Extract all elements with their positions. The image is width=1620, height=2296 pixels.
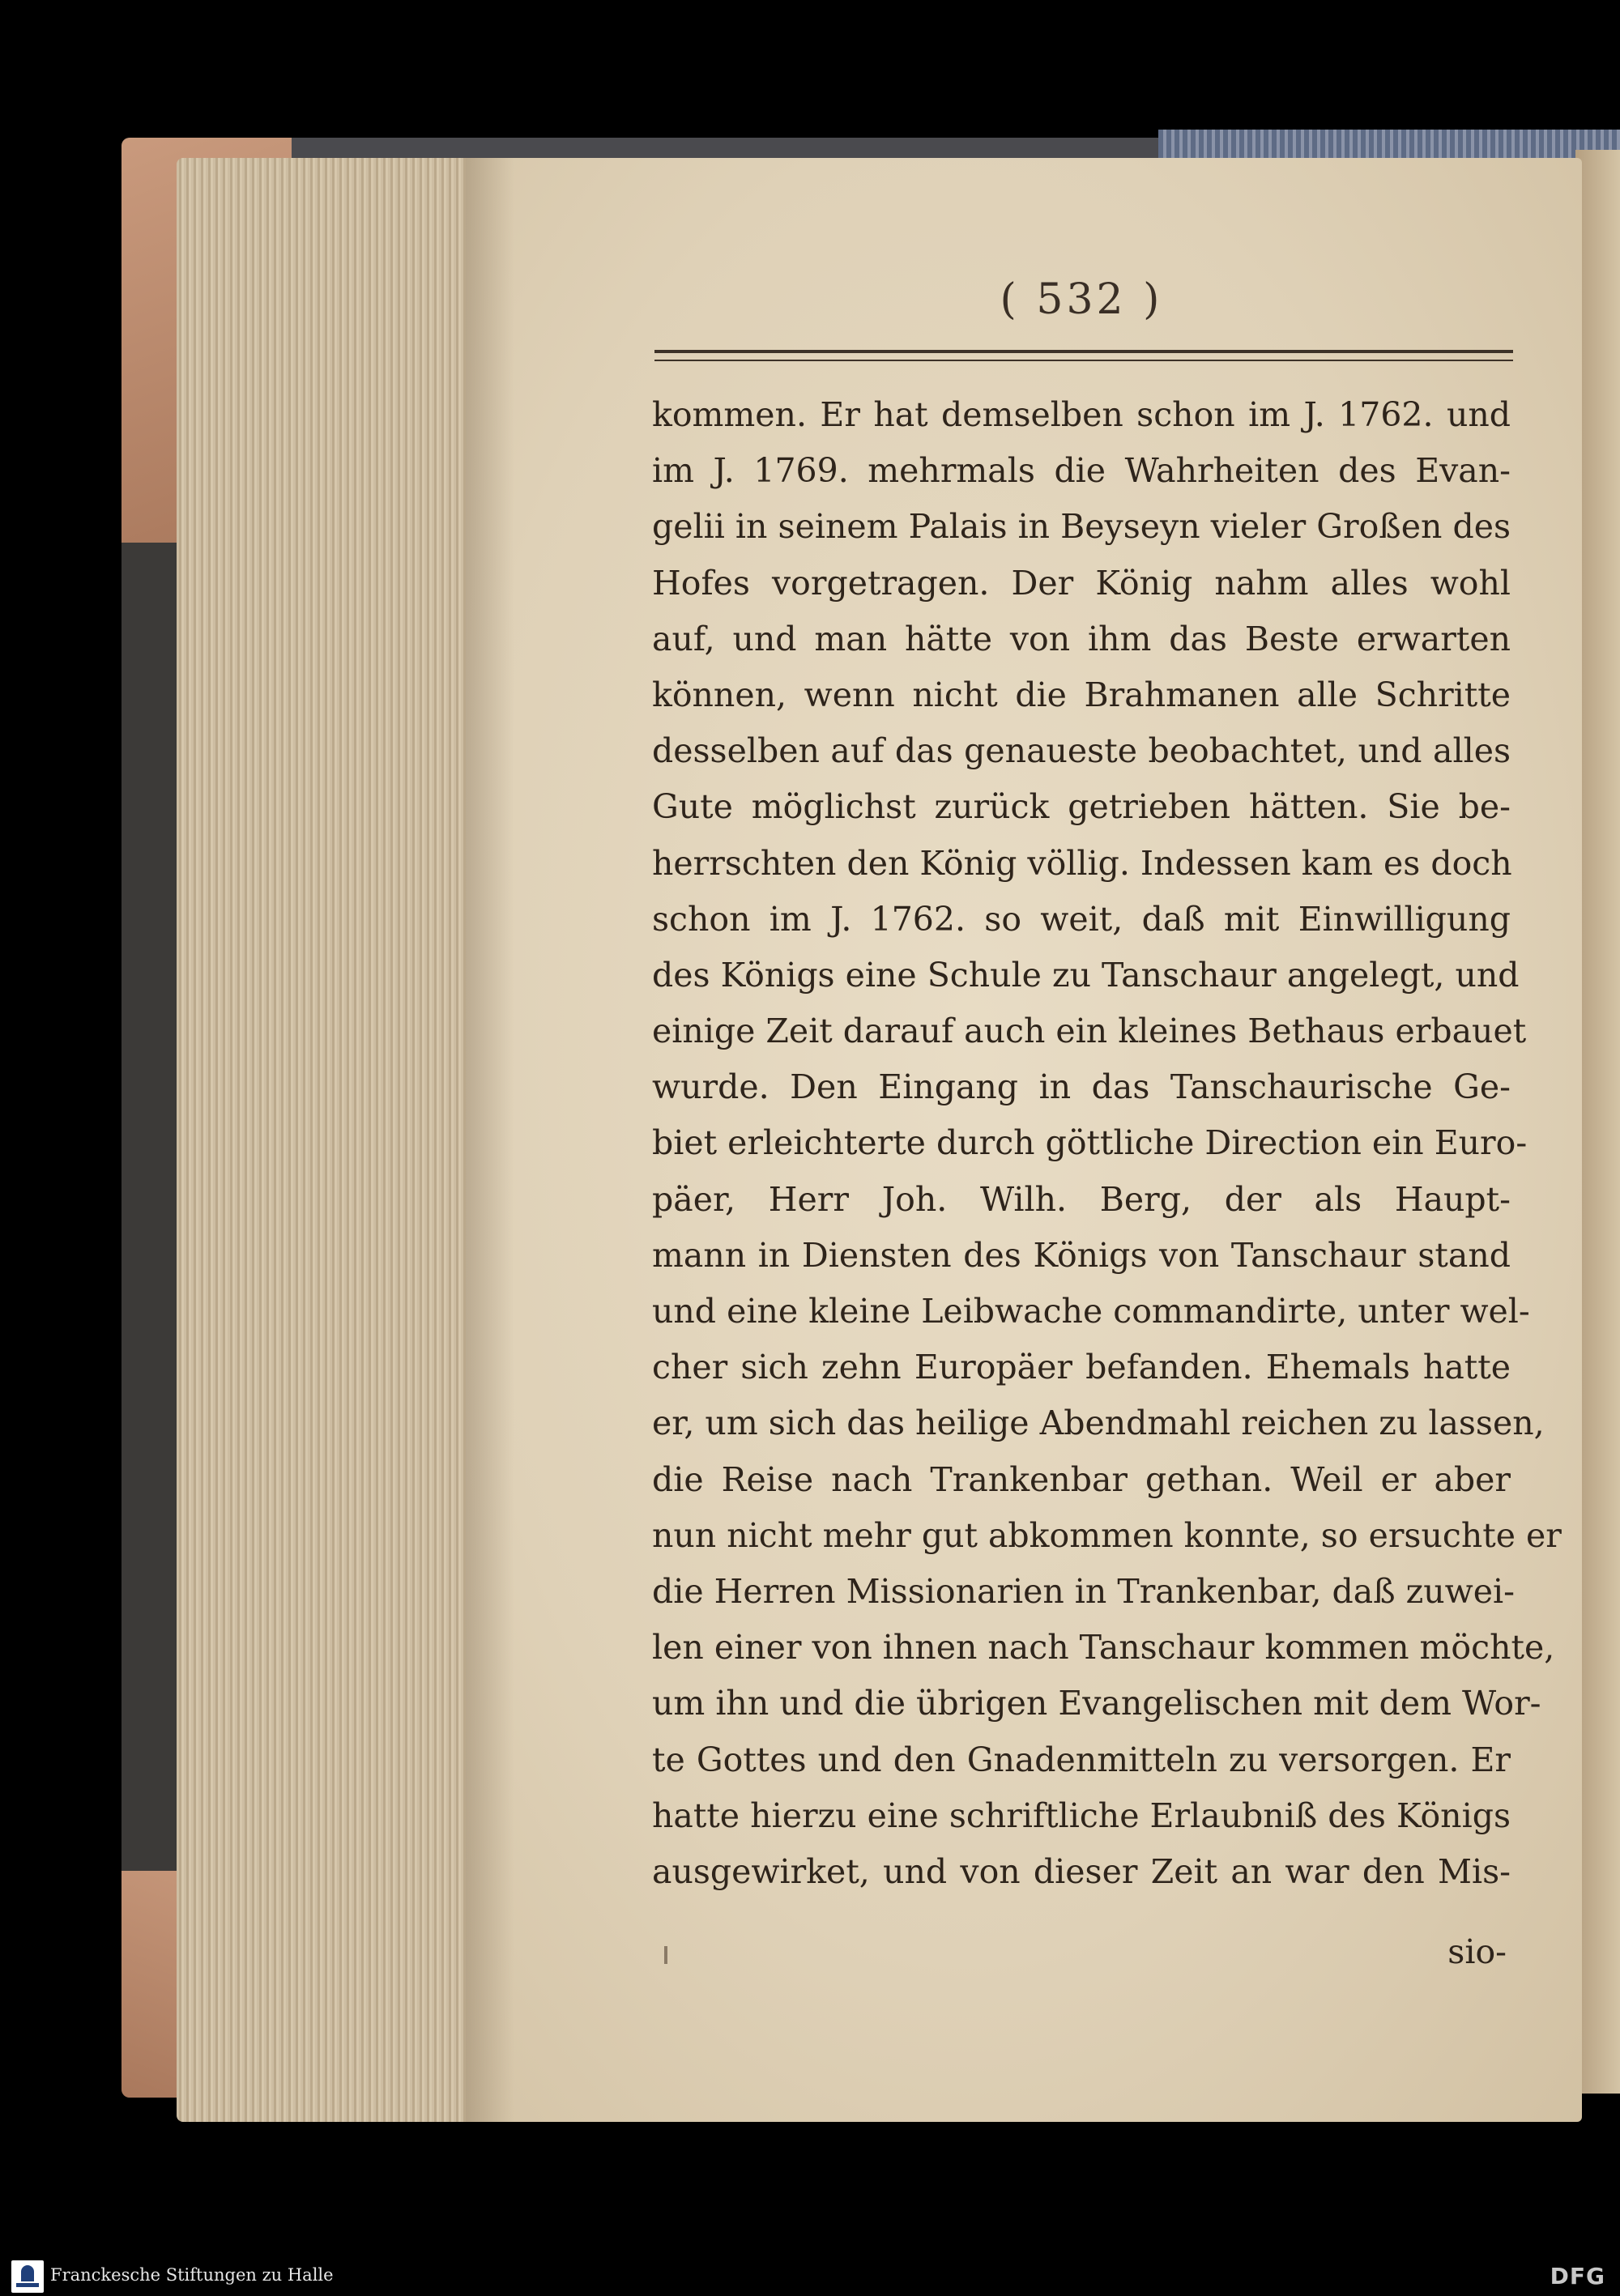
header-rule: [654, 350, 1513, 353]
text-line: nun nicht mehr gut abkommen konnte, so ersuchte er: [652, 1515, 1562, 1555]
catchword-row: [664, 1928, 1507, 1976]
text-line: hatte hierzu eine schriftliche Erlaubniß des Königs: [652, 1795, 1511, 1835]
text-line: Hofes vorgetragen. Der König nahm alles wohl: [652, 563, 1511, 603]
text-line: auf, und man hätte von ihm das Beste erwarten: [652, 619, 1511, 658]
page-edges: [177, 158, 484, 2122]
facing-page-edge: [1575, 150, 1620, 2094]
text-line: len einer von ihnen nach Tanschaur kommen möchte,: [652, 1628, 1555, 1668]
text-line: Gute möglichst zurück getrieben hätten. Sie be-: [652, 787, 1511, 827]
text-line: die Reise nach Trankenbar gethan. Weil er aber: [652, 1459, 1511, 1499]
dfg-logo: DFG: [1550, 2263, 1605, 2290]
text-line: gelii in seinem Palais in Beyseyn vieler Großen des: [652, 507, 1511, 547]
institution-logo-icon[interactable]: [11, 2260, 44, 2293]
text-line: desselben auf das genaueste beobachtet, und alles: [652, 731, 1511, 771]
text-line: cher sich zehn Europäer befanden. Ehemals hatte: [652, 1348, 1511, 1387]
header-rule-thin: [654, 360, 1513, 361]
text-line: um ihn und die übrigen Evangelischen mit dem Wor-: [652, 1684, 1541, 1723]
page-number: ( 532 ): [1000, 275, 1163, 324]
text-line: im J. 1769. mehrmals die Wahrheiten des Evan-: [652, 451, 1511, 491]
text-line: können, wenn nicht die Brahmanen alle Schritte: [652, 675, 1511, 714]
book-headband: [1158, 130, 1620, 159]
text-line: mann in Diensten des Königs von Tanschaur stand: [652, 1235, 1511, 1275]
pencil-mark: [664, 1946, 667, 1964]
text-line: wurde. Den Eingang in das Tanschaurische Ge-: [652, 1067, 1511, 1107]
page-gutter-shadow: [466, 158, 514, 2122]
body-text: [652, 387, 1562, 1900]
text-line: kommen. Er hat demselben schon im J. 1762. und: [652, 395, 1511, 434]
text-line: te Gottes und den Gnadenmitteln zu versorgen. Er: [652, 1740, 1511, 1779]
text-line: er, um sich das heilige Abendmahl reichen zu lassen,: [652, 1404, 1545, 1443]
text-line: ausgewirket, und von dieser Zeit an war den Mis-: [652, 1851, 1511, 1891]
catchword: sio-: [1447, 1932, 1507, 1971]
text-line: und eine kleine Leibwache commandirte, unter wel-: [652, 1292, 1530, 1331]
text-line: einige Zeit darauf auch ein kleines Bethaus erbauet: [652, 1012, 1527, 1051]
institution-name: Franckesche Stiftungen zu Halle: [50, 2265, 334, 2285]
text-line: päer, Herr Joh. Wilh. Berg, der als Haupt-: [652, 1179, 1511, 1219]
text-line: schon im J. 1762. so weit, daß mit Einwilligung: [652, 899, 1511, 939]
text-line: biet erleichterte durch göttliche Direction ein Euro-: [652, 1123, 1528, 1163]
text-line: die Herren Missionarien in Trankenbar, daß zuwei-: [652, 1571, 1515, 1611]
text-line: herrschten den König völlig. Indessen kam es doch: [652, 843, 1512, 883]
text-line: des Königs eine Schule zu Tanschaur angelegt, und: [652, 955, 1520, 995]
